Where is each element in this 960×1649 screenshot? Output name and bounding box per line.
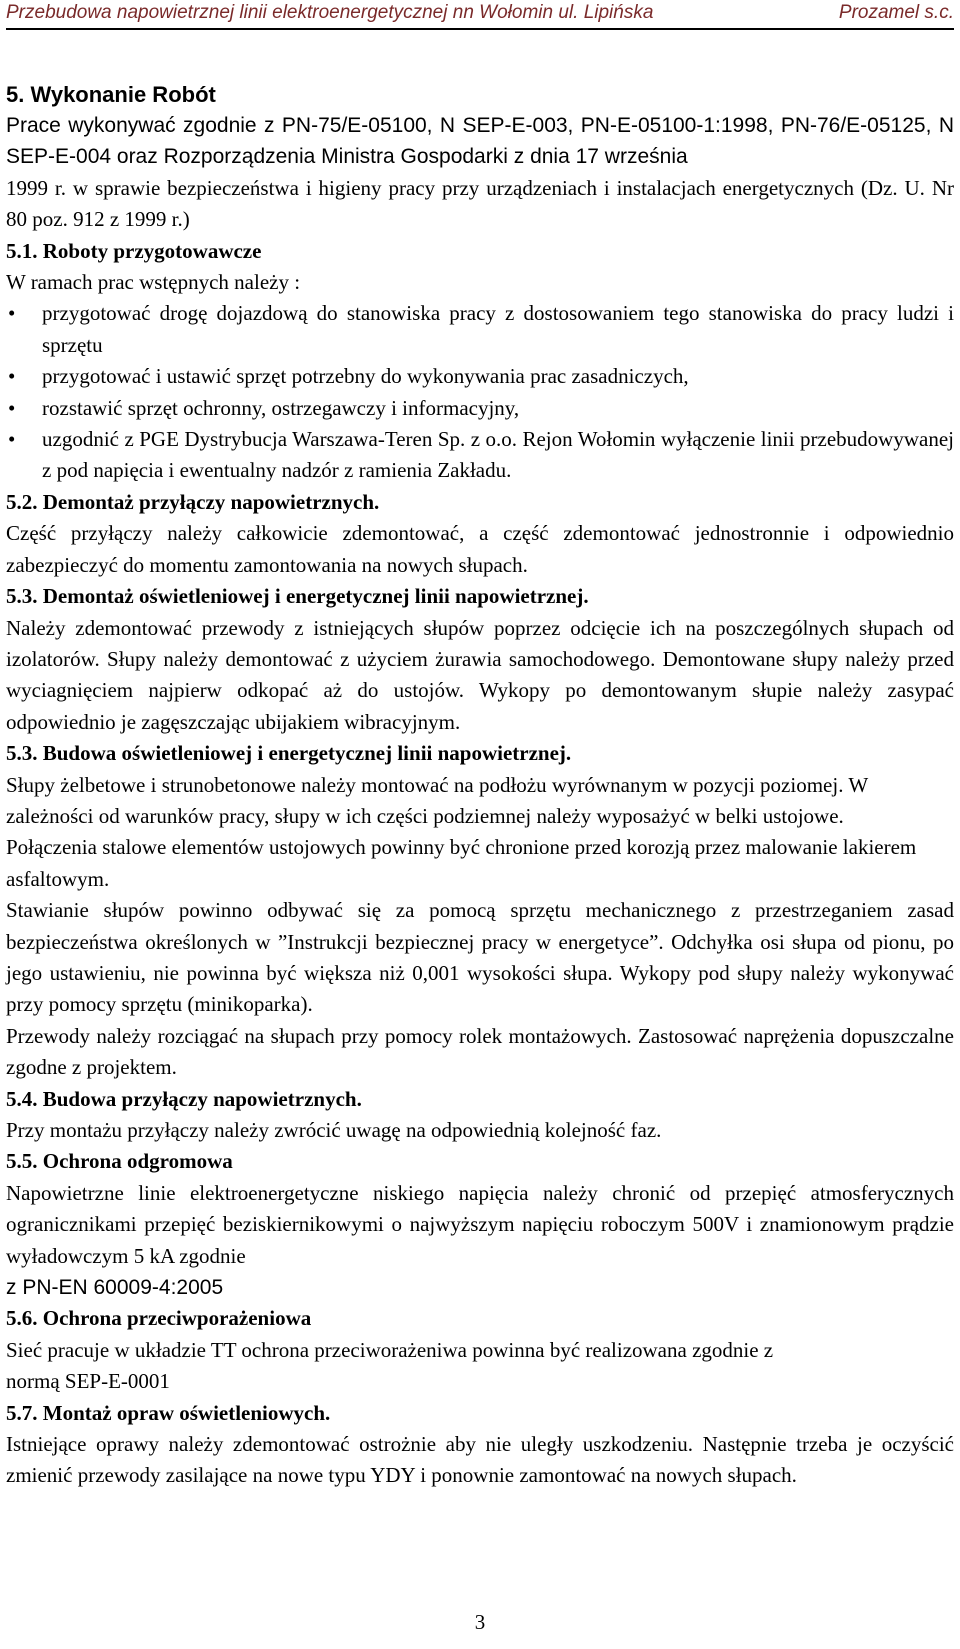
bullet-icon: • (8, 364, 16, 389)
list-item-text: przygotować drogę dojazdową do stanowiska pracy z dostosowaniem tego stanowiska do pracy ludzi i sprzętu (42, 301, 954, 357)
subsection-5-3b-paragraph-2: Połączenia stalowe elementów ustojowych powinny być chronione przed korozją przez malowanie lakierem asfaltowym. (6, 835, 917, 891)
list-item (6, 424, 954, 487)
subsection-5-3b-paragraph-1: Słupy żelbetowe i strunobetonowe należy montować na podłożu wyrównanym w pozycji poziomej. W zależności od warunków pracy, słupy w ich części podziemnej należy wyposażyć w belki ustojowe. (6, 772, 868, 828)
subsection-5-2-title: 5.2. Demontaż przyłączy napowietrznych. (6, 489, 380, 514)
subsection-5-6-standard: normą SEP-E-0001 (6, 1369, 170, 1394)
subsection-5-6-title: 5.6. Ochrona przeciwporażeniowa (6, 1306, 312, 1331)
list-item (6, 361, 954, 392)
list-item-text: uzgodnić z PGE Dystrybucja Warszawa-Teren Sp. z o.o. Rejon Wołomin wyłączenie linii przebudowywanej z pod napięcia i ewentualny nadzór z ramienia Zakładu. (42, 427, 954, 483)
page-number: 3 (474, 1610, 486, 1634)
section-title: 5. Wykonanie Robót (6, 82, 216, 107)
subsection-5-3b-paragraph-3: Stawianie słupów powinno odbywać się za pomocą sprzętu mechanicznego z przestrzeganiem zasad bezpieczeństwa określonych w ”Instrukcji bezpiecznej pracy w energetyce”. Odchyłka osi słupa od pionu, po jego ustawieniu, nie powinna być większa niż 0,001 wysokości słupa. Wykopy pod słupy należy wykonywać przy pomocy sprzętu (minikoparka). (6, 898, 954, 1017)
intro-paragraph-1: Prace wykonywać zgodnie z PN-75/E-05100, N SEP-E-003, PN-E-05100-1:1998, PN-76/E-05125, N SEP-E-004 oraz Rozporządzenia Ministra Gospodarki z dnia 17 września (6, 114, 954, 169)
document-body (6, 80, 954, 1492)
subsection-5-4-title: 5.4. Budowa przyłączy napowietrznych. (6, 1086, 362, 1111)
bullet-icon: • (8, 301, 16, 326)
subsection-5-7-text: Istniejące oprawy należy zdemontować ostrożnie aby nie uległy uszkodzeniu. Następnie trzeba je oczyścić zmienić przewody zasilające na nowe typu YDY i ponownie zamontować na nowych słupach. (6, 1432, 954, 1488)
subsection-5-3a-title: 5.3. Demontaż oświetleniowej i energetycznej linii napowietrznej. (6, 584, 589, 609)
subsection-5-5-text: Napowietrzne linie elektroenergetyczne niskiego napięcia należy chronić od przepięć atmosferycznych ogranicznikami przepięć beziskiernikowymi o najwyższym napięciu roboczym 500V i znamionowym prądzie wyładowczym 5 kA zgodnie (6, 1180, 954, 1268)
list-item (6, 393, 954, 424)
list-item-text: przygotować i ustawić sprzęt potrzebny do wykonywania prac zasadniczych, (42, 364, 689, 389)
preparatory-works-list (6, 298, 954, 486)
subsection-5-4-text: Przy montażu przyłączy należy zwrócić uwagę na odpowiednią kolejność faz. (6, 1118, 662, 1142)
subsection-5-3a-text: Należy zdemontować przewody z istniejących słupów poprzez odcięcie ich na poszczególnych słupach od izolatorów. Słupy należy demontować z użyciem żurawia samochodowego. Demontowane słupy należy przed wyciagnięciem najpierw odkopać aż do ustojów. Wykopy po demontowanym słupie należy zasypać odpowiednio je zagęszczając ubijakiem wibracyjnym. (6, 615, 954, 734)
subsection-5-7-title: 5.7. Montaż opraw oświetleniowych. (6, 1400, 331, 1425)
subsection-5-1-lead: W ramach prac wstępnych należy : (6, 270, 301, 295)
list-item-text: rozstawić sprzęt ochronny, ostrzegawczy i informacyjny, (42, 395, 520, 420)
list-item (6, 298, 954, 361)
subsection-5-2-text: Część przyłączy należy całkowicie zdemontować, a część zdemontować jednostronnie i odpowiednio zabezpieczyć do momentu zamontowania na nowych słupach. (6, 521, 954, 577)
subsection-5-3b-paragraph-4: Przewody należy rozciągać na słupach przy pomocy rolek montażowych. Zastosować naprężenia dopuszczalne zgodne z projektem. (6, 1023, 954, 1080)
subsection-5-6-text: Sieć pracuje w układzie TT ochrona przeciworażeniwa powinna być realizowana zgodnie z (6, 1337, 774, 1362)
bullet-icon: • (8, 395, 16, 420)
bullet-icon: • (8, 427, 16, 452)
subsection-5-1-title: 5.1. Roboty przygotowawcze (6, 238, 262, 263)
header-company: Prozamel s.c. (838, 2, 954, 23)
page-header (6, 0, 954, 30)
subsection-5-5-title: 5.5. Ochrona odgromowa (6, 1149, 233, 1174)
subsection-5-3b-title: 5.3. Budowa oświetleniowej i energetycznej linii napowietrznej. (6, 741, 572, 766)
intro-paragraph-2: 1999 r. w sprawie bezpieczeństwa i higieny pracy przy urządzeniach i instalacjach energetycznych (Dz. U. Nr 80 poz. 912 z 1999 r.) (6, 175, 954, 232)
subsection-5-5-standard: z PN-EN 60009-4:2005 (6, 1276, 224, 1300)
header-project-title: Przebudowa napowietrznej linii elektroenergetycznej nn Wołomin ul. Lipińska (6, 2, 654, 23)
